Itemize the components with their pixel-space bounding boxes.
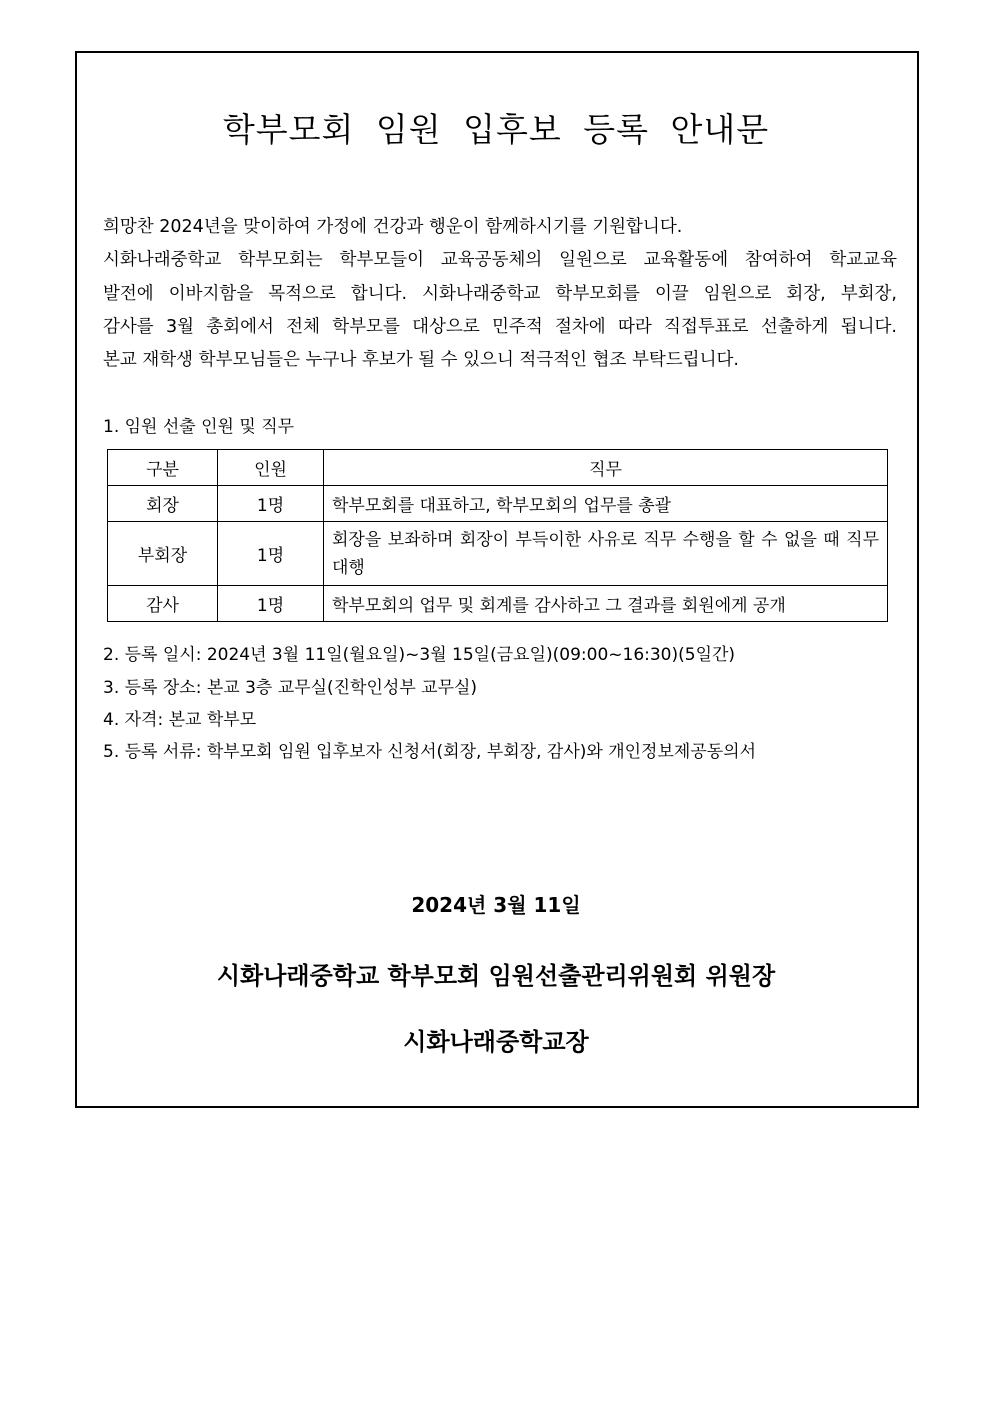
intro-line-1: 희망찬 2024년을 맞이하여 가정에 건강과 행운이 함께하시기를 기원합니다.: [103, 217, 683, 237]
item-registration-period: 2. 등록 일시: 2024년 3월 11일(월요일)~3월 15일(금요일)(09:00~16:30)(5일간): [103, 645, 736, 665]
table-row: [108, 586, 888, 622]
signer-committee-chair: 시화나래중학교 학부모회 임원선출관리위원회 위원장: [216, 962, 776, 990]
item-registration-place: 3. 등록 장소: 본교 3층 교무실(진학인성부 교무실): [103, 678, 478, 698]
duty-cell: 학부모회의 업무 및 회계를 감사하고 그 결과를 회원에게 공개: [324, 586, 888, 622]
count-cell: 1명: [218, 522, 324, 586]
role-cell: 감사: [108, 586, 218, 622]
table-row: [108, 486, 888, 522]
table-row: [108, 522, 888, 586]
issue-date: 2024년 3월 11일: [411, 893, 581, 917]
intro-line-5: 본교 재학생 학부모님들은 누구나 후보가 될 수 있으니 적극적인 협조 부탁드립니다.: [103, 350, 739, 370]
officer-table: [107, 449, 888, 622]
duty-cell: [324, 522, 888, 586]
duty-text: 회장을 보좌하며 회장이 부득이한 사유로 직무 수행을 할 수 없을 때 직무대행: [332, 529, 879, 578]
header-count: 인원: [218, 450, 324, 486]
header-duty: 직무: [324, 450, 888, 486]
signer-principal: 시화나래중학교장: [403, 1028, 589, 1056]
section1-title: 1. 임원 선출 인원 및 직무: [103, 417, 295, 437]
page-title: 학부모회 임원 입후보 등록 안내문: [222, 110, 770, 149]
intro-line-2: 시화나래중학교 학부모회는 학부모들이 교육공동체의 일원으로 교육활동에 참여하여 학교교육: [103, 250, 897, 270]
item-documents: 5. 등록 서류: 학부모회 임원 입후보자 신청서(회장, 부회장, 감사)와 개인정보제공동의서: [103, 742, 757, 762]
duty-cell: 학부모회를 대표하고, 학부모회의 업무를 총괄: [324, 486, 888, 522]
header-role: 구분: [108, 450, 218, 486]
count-cell: 1명: [218, 486, 324, 522]
intro-line-3: 발전에 이바지함을 목적으로 합니다. 시화나래중학교 학부모회를 이끌 임원으로 회장, 부회장,: [103, 284, 897, 304]
role-cell: 회장: [108, 486, 218, 522]
intro-line-4: 감사를 3월 총회에서 전체 학부모를 대상으로 민주적 절차에 따라 직접투표로 선출하게 됩니다.: [103, 317, 897, 337]
count-cell: 1명: [218, 586, 324, 622]
item-eligibility: 4. 자격: 본교 학부모: [103, 710, 257, 730]
role-cell: 부회장: [108, 522, 218, 586]
table-header-row: [108, 450, 888, 486]
